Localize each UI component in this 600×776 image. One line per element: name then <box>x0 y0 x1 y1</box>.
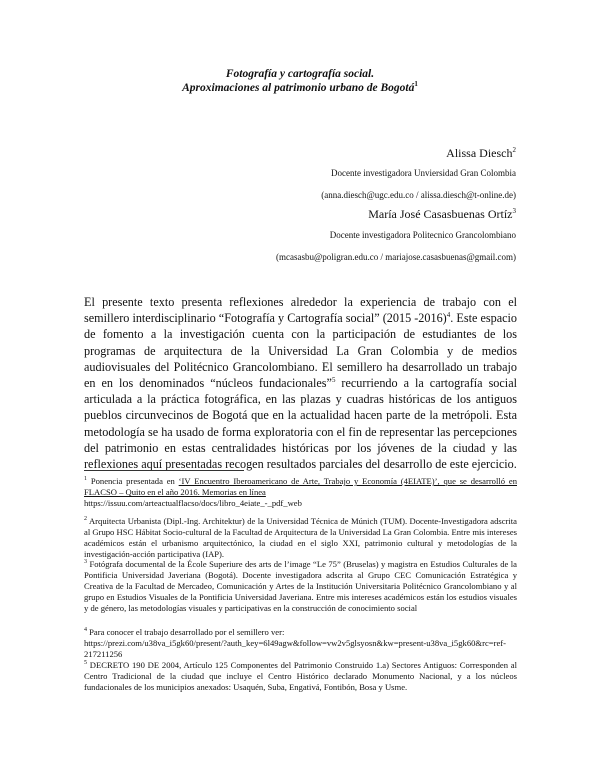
footnote-1: $^1$ Ponencia presentada en ‘IV Encuentro Iberoamericano de Arte, Trabajo y Economía (4EIATE)’, que se desarrolló en FLACSO – Quito en el año 2016. Memorias en línea https://issuu.com/arteactualflacso/docs/libro_4eiate_-_pdf_web <box>84 476 517 508</box>
author-1-email[interactable]: (anna.diesch@ugc.edu.co / alissa.diesch@t-online.de) <box>321 190 516 200</box>
title-footnote-ref[interactable]: 1 <box>414 80 418 88</box>
footnote-ref-5[interactable]: 5 <box>331 375 336 384</box>
footnote-ref-4[interactable]: 4 <box>446 311 451 320</box>
author-2-name: María José Casasbuenas Ortíz$^3$ <box>368 207 516 221</box>
author-1-name: Alissa Diesch$^2$ <box>446 146 516 160</box>
title-line-2: Aproximaciones al patrimonio urbano de Bogotá$^1$ <box>182 80 418 94</box>
footnote-2: $^2$ Arquitecta Urbanista (Dipl.-Ing. Architektur) de la Universidad Técnica de Múnich (TUM). Docente-Investigadora adscrita al Grupo HSC Hábitat Socio-cultural de la Facultad de Arquitectura de la Universidad La Gran Colombia. Entre mis intereses académicos están el urbanismo arquitectónico, la ciudad en el siglo XXI, patrimonio cultural y metodologías de la investigación-acción participativa (IAP). <box>84 516 517 559</box>
footnote-separator <box>84 470 244 471</box>
author-1-affiliation: Docente investigadora Unviersidad Gran Colombia <box>331 168 516 178</box>
body-paragraph: El presente texto presenta reflexiones alrededor la experiencia de trabajo con el semillero interdisciplinario “Fotografía y Cartografía social” (2015 -2016)$^4$. Este espacio de fomento a la investigación cuenta con la participación de estudiantes de los programas de arquitectura de la Universidad La Gran Colombia y de medios audiovisuales del Politécnico Grancolombiano. El semillero ha desarrollado un trabajo en en los denominados “núcleos fundacionales”$^5$ recurriendo a la cartografía social articulada a la práctica fotográfica, en las plazas y cuadras históricas de los antiguos pueblos circunvecinos de Bogotá que en la actualidad hacen parte de la metrópoli. Esta metodología se ha usado de forma exploratoria con el fin de representar las percepciones del patrimonio en estas centralidades históricas por los jóvenes de la ciudad y las reflexiones aquí presentadas recogen resultados parciales del desarrollo de este ejercicio. <box>84 295 517 472</box>
footnote-3: $^3$ Fotógrafa documental de la École Superiure des arts de l’image “Le 75” (Bruselas) y magistra en Estudios Culturales de la Pontificia Universidad Javeriana (Bogotá). Docente investigadora adscrita al Grupo CEC Comunicación Estratégica y Creativa de la Facultad de Mercadeo, Comunicación y Artes de la Institución Universitaria Politécnico Grancolombiano y al grupo en Estudios Visuales de la Pontificia Universidad Javeriana. Entre mis intereses académicos están los estudios visuales y de género, las metodologías visuales y participativas en la construcción de conocimiento social <box>84 559 517 613</box>
footnote-5: $^5$ DECRETO 190 DE 2004, Artículo 125 Componentes del Patrimonio Construido 1.a) Sectores Antiguos: Corresponden al Centro Tradicional de la ciudad que incluye el Centro Histórico declarado Monumento Nacional, y a los núcleos fundacionales de los municipios anexados: Usaquén, Suba, Engativá, Fontibón, Bosa y Usme. <box>84 660 517 692</box>
author-1-footnote-ref[interactable]: 2 <box>512 146 516 154</box>
paper-title <box>0 68 600 94</box>
title-line-1: Fotografía y cartografía social. <box>225 68 375 80</box>
author-2-footnote-ref[interactable]: 3 <box>512 207 516 215</box>
author-2-affiliation: Docente investigadora Politecnico Grancolombiano <box>329 230 516 240</box>
footnote-1-url[interactable]: https://issuu.com/arteactualflacso/docs/libro_4eiate_-_pdf_web <box>84 497 302 508</box>
author-2-email[interactable]: (mcasasbu@poligran.edu.co / mariajose.casasbuenas@gmail.com) <box>276 252 516 262</box>
footnote-4: $^4$ Para conocer el trabajo desarrollado por el semillero ver: https://prezi.com/u38va_i5gk60/present/?auth_key=6l49agw&follow=vw2v5glsyosn&kw=present-u38va_i5gk60&rc=ref-217211256 <box>84 627 507 659</box>
footnote-4-url[interactable]: https://prezi.com/u38va_i5gk60/present/?auth_key=6l49agw&follow=vw2v5glsyosn&kw=present-u38va_i5gk60&rc=ref-217211256 <box>84 637 507 659</box>
footnote-1-event-link[interactable]: ‘IV Encuentro Iberoamericano de Arte, Trabajo y Economía (4EIATE)’, que se desarrolló en FLACSO – Quito en el año 2016. Memorias en línea <box>84 476 517 497</box>
